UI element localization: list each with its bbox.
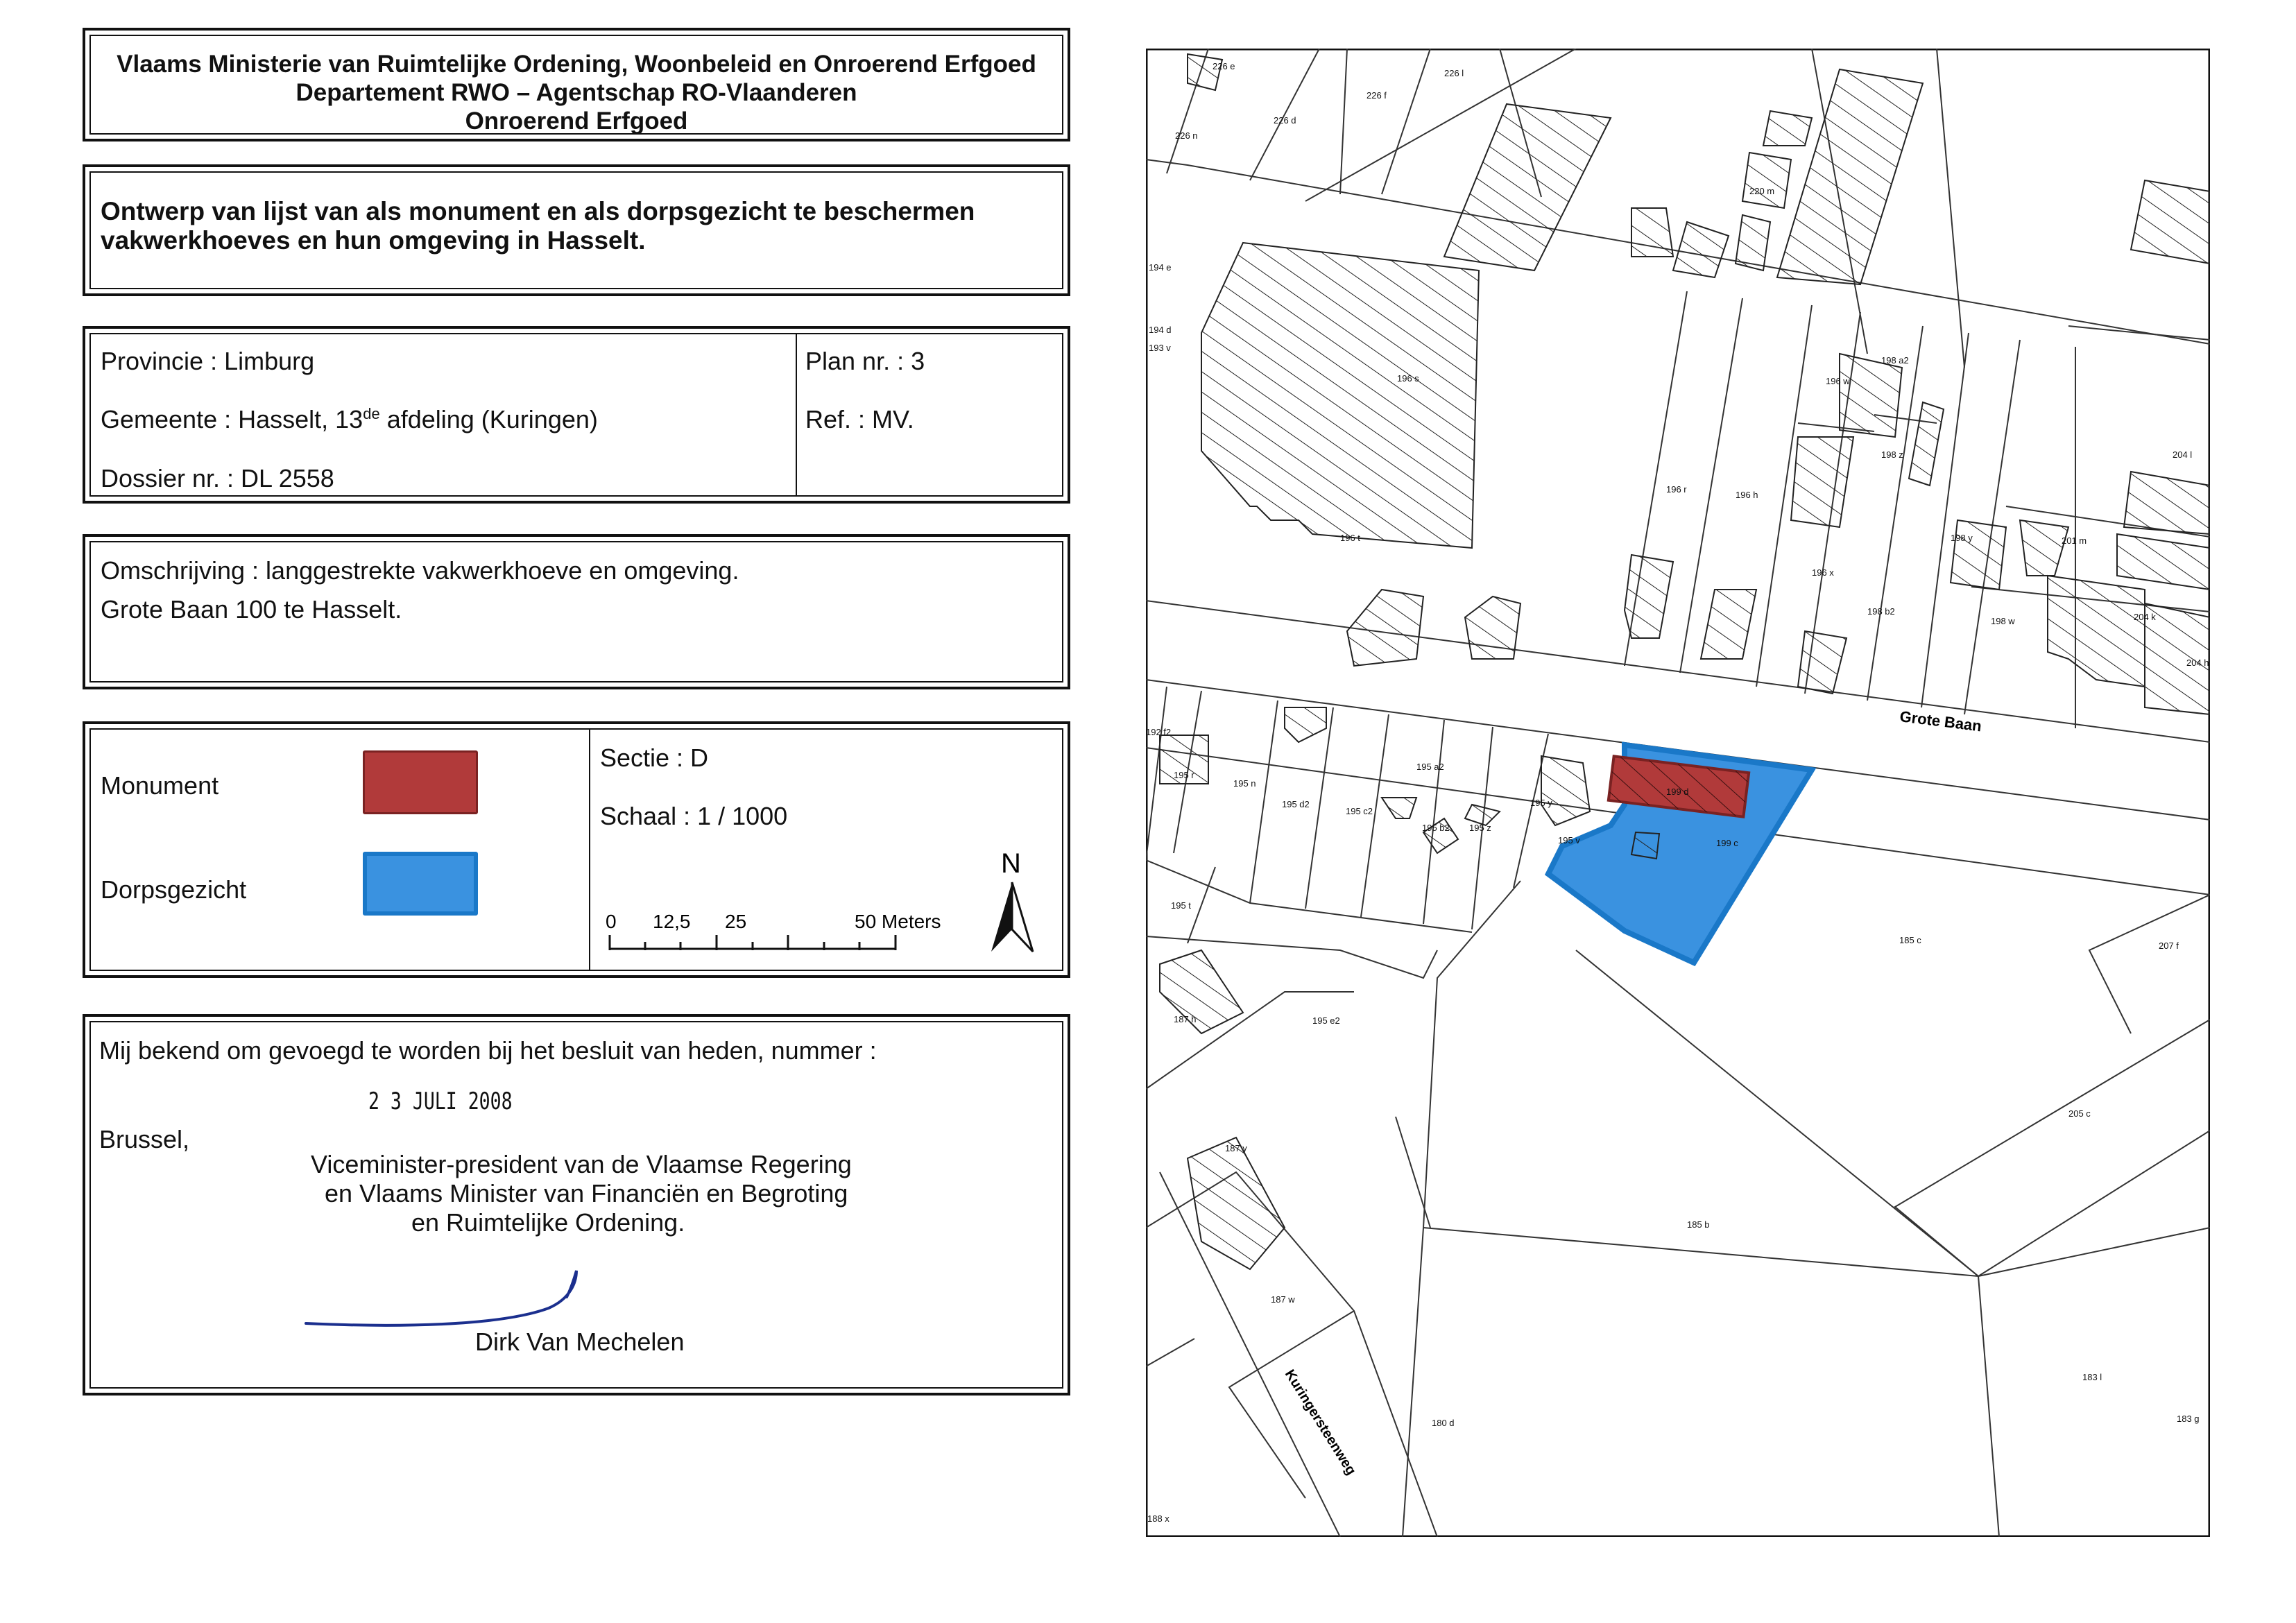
parcel-196h: 196 h xyxy=(1736,490,1758,500)
parcel-220m: 220 m xyxy=(1749,186,1775,196)
parcel-195t: 195 t xyxy=(1171,900,1191,911)
parcel-195b2: 195 b2 xyxy=(1422,823,1450,833)
role-line-3: en Ruimtelijke Ordening. xyxy=(411,1208,685,1237)
parcel-196t: 196 t xyxy=(1340,533,1360,543)
provincie-text: Provincie : Limburg xyxy=(101,347,315,375)
parcel-187y: 187 y xyxy=(1225,1143,1247,1153)
ref-text: Ref. : MV. xyxy=(805,405,914,433)
parcel-201m: 201 m xyxy=(2062,535,2087,546)
scale-tick-0: 0 xyxy=(606,911,617,932)
parcel-198z: 198 z xyxy=(1881,449,1903,460)
decree-box xyxy=(83,1014,1070,1396)
parcel-204h: 204 h xyxy=(2186,658,2209,668)
cadastral-map xyxy=(1146,49,2210,1537)
gemeente-text xyxy=(101,405,598,434)
role-line-2: en Vlaams Minister van Financiën en Begroting xyxy=(325,1179,848,1208)
parcel-198b2: 198 b2 xyxy=(1867,606,1895,617)
omschrijving-line-1: Omschrijving : langgestrekte vakwerkhoeve en omgeving. xyxy=(101,556,739,585)
decree-intro: Mij bekend om gevoegd te worden bij het besluit van heden, nummer : xyxy=(99,1036,877,1065)
parcel-196x: 196 x xyxy=(1812,567,1834,578)
parcel-205c: 205 c xyxy=(2068,1108,2091,1119)
grote-baan-label: Grote Baan xyxy=(1899,707,1983,735)
title-line-2: vakwerkhoeves en hun omgeving in Hasselt. xyxy=(101,226,646,255)
parcel-195z: 195 z xyxy=(1469,823,1491,833)
parcel-196w: 196 w xyxy=(1826,376,1850,386)
parcel-194d: 194 d xyxy=(1149,325,1172,335)
parcel-198y: 198 y xyxy=(1951,533,1973,543)
parcel-183g: 183 g xyxy=(2177,1414,2200,1424)
gemeente-rest: afdeling (Kuringen) xyxy=(379,405,598,433)
plan-text: Plan nr. : 3 xyxy=(805,347,925,375)
info-divider xyxy=(796,334,797,495)
parcel-195e2: 195 e2 xyxy=(1312,1015,1340,1026)
parcel-187w: 187 w xyxy=(1271,1294,1295,1305)
parcel-185c: 185 c xyxy=(1899,935,1921,945)
parcel-195c2: 195 c2 xyxy=(1346,806,1373,816)
scale-tick-25: 25 xyxy=(725,911,747,932)
parcel-195a2: 195 a2 xyxy=(1416,762,1444,772)
parcel-195r: 195 r xyxy=(1174,770,1194,780)
parcel-199c: 199 c xyxy=(1716,838,1738,848)
parcel-195n: 195 n xyxy=(1233,778,1256,789)
header-box xyxy=(83,28,1070,141)
parcel-195d2: 195 d2 xyxy=(1282,799,1310,809)
sectie-text: Sectie : D xyxy=(600,744,709,772)
parcel-226n: 226 n xyxy=(1175,130,1198,141)
title-line-1: Ontwerp van lijst van als monument en als dorpsgezicht te beschermen xyxy=(101,197,975,225)
legend-divider xyxy=(589,730,590,970)
header-line-2: Departement RWO – Agentschap RO-Vlaanderen xyxy=(295,79,857,106)
header-line-3: Onroerend Erfgoed xyxy=(465,108,688,135)
header-line-1: Vlaams Ministerie van Ruimtelijke Ordening, Woonbeleid en Onroerend Erfgoed xyxy=(117,51,1036,78)
info-box xyxy=(83,326,1070,504)
schaal-text: Schaal : 1 / 1000 xyxy=(600,802,788,830)
role-line-1: Viceminister-president van de Vlaamse Regering xyxy=(311,1150,852,1178)
parcel-185b: 185 b xyxy=(1687,1219,1710,1230)
monument-label: Monument xyxy=(101,771,219,800)
parcel-180d: 180 d xyxy=(1432,1418,1455,1428)
parcel-193v: 193 v xyxy=(1149,343,1171,353)
parcel-195y: 195 y xyxy=(1530,798,1552,808)
parcel-183l: 183 l xyxy=(2082,1372,2102,1382)
scale-tick-12-5: 12,5 xyxy=(653,911,691,932)
parcel-196s: 196 s xyxy=(1397,373,1419,384)
omschrijving-line-2: Grote Baan 100 te Hasselt. xyxy=(101,595,402,624)
parcel-204k: 204 k xyxy=(2134,612,2156,622)
legend-box xyxy=(83,721,1070,978)
parcel-192f2: 192 f2 xyxy=(1146,727,1172,737)
dorpsgezicht-swatch xyxy=(363,852,478,916)
place-text: Brussel, xyxy=(99,1125,190,1153)
parcel-199d: 199 d xyxy=(1666,787,1689,797)
parcel-226l: 226 l xyxy=(1444,68,1464,78)
parcel-196r: 196 r xyxy=(1666,484,1687,495)
gemeente-main: Gemeente : Hasselt, 13 xyxy=(101,405,363,433)
signatory-name: Dirk Van Mechelen xyxy=(475,1328,685,1356)
scale-tick-50: 50 Meters xyxy=(855,911,941,932)
date-stamp: 2 3 JULI 2008 xyxy=(368,1088,513,1115)
omschrijving-box xyxy=(83,534,1070,689)
title-box xyxy=(83,164,1070,296)
parcel-195v: 195 v xyxy=(1558,835,1580,845)
dorpsgezicht-label: Dorpsgezicht xyxy=(101,875,247,904)
north-arrow-icon xyxy=(979,848,1048,959)
parcel-204l: 204 l xyxy=(2173,449,2193,460)
monument-swatch xyxy=(363,750,478,814)
parcel-226e: 226 e xyxy=(1213,61,1235,71)
annex-building xyxy=(1631,832,1659,859)
dossier-text: Dossier nr. : DL 2558 xyxy=(101,464,334,492)
parcel-194e: 194 e xyxy=(1149,262,1172,273)
parcel-207f: 207 f xyxy=(2159,941,2179,951)
gemeente-sup: de xyxy=(363,405,380,422)
parcel-187h: 187 h xyxy=(1174,1014,1197,1024)
parcel-188x: 188 x xyxy=(1147,1513,1170,1524)
parcel-226d: 226 d xyxy=(1274,115,1296,126)
scale-bar xyxy=(596,910,957,965)
kuringersteenweg-label: Kuringersteenweg xyxy=(1281,1366,1359,1478)
parcel-198a2: 198 a2 xyxy=(1881,355,1909,366)
north-label: N xyxy=(1001,848,1021,879)
parcel-226f: 226 f xyxy=(1367,90,1387,101)
parcel-198w: 198 w xyxy=(1991,616,2015,626)
